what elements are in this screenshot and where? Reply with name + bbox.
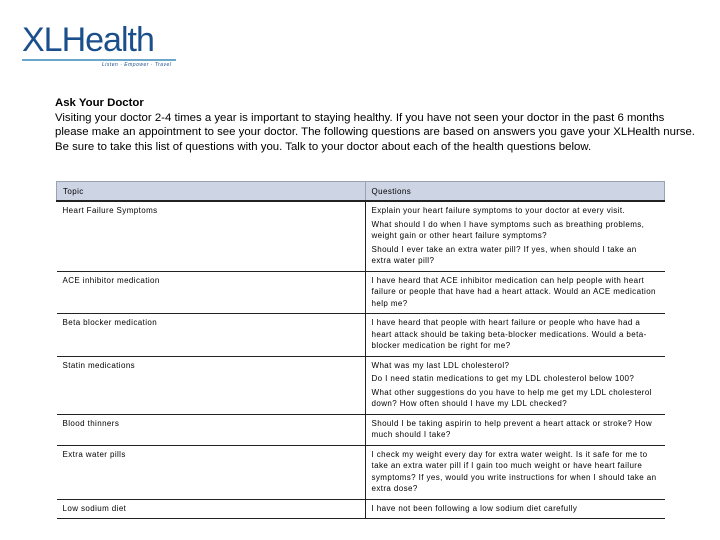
logo-tagline: Listen · Empower · Travel — [102, 62, 172, 68]
question-text: What should I do when I have symptoms such as breathing problems, weight gain or other heart failure symptoms? — [371, 219, 645, 240]
topic-cell: Blood thinners — [57, 414, 366, 445]
table-header-row — [57, 182, 665, 202]
question-text: I have heard that ACE inhibitor medication can help people with heart failure or people that have had a heart attack. Would an ACE medication help me? — [371, 275, 656, 308]
table-body — [57, 201, 665, 519]
questions-table — [56, 181, 665, 519]
questions-cell — [365, 414, 665, 445]
questions-cell — [365, 271, 665, 314]
table-row — [57, 356, 665, 414]
question-text: Should I ever take an extra water pill? If yes, when should I take an extra water pill? — [371, 244, 637, 265]
question-text: Do I need statin medications to get my LDL cholesterol below 100? — [371, 374, 635, 383]
questions-cell — [365, 499, 665, 519]
question-text: Should I be taking aspirin to help prevent a heart attack or stroke? How much should I take? — [371, 418, 652, 439]
questions-cell — [365, 314, 665, 357]
question-text: I check my weight every day for extra water weight. Is it safe for me to take an extra water pill if I gain too much weight or have heart failure symptoms? If yes, would you write instructions for when I should take an extra dose? — [371, 449, 657, 493]
intro-section — [55, 96, 695, 154]
question-text: I have heard that people with heart failure or people who have had a heart attack should be taking beta-blocker medications. Would a beta-blocker medication be right for me? — [371, 318, 647, 350]
table-row — [57, 201, 665, 271]
table-row — [57, 445, 665, 499]
questions-cell — [365, 201, 665, 271]
question-text: Explain your heart failure symptoms to your doctor at every visit. — [371, 206, 626, 215]
logo-health: Health — [61, 21, 154, 59]
questions-cell — [365, 445, 665, 499]
topic-cell: Beta blocker medication — [57, 314, 366, 357]
table-row — [57, 271, 665, 314]
header-questions: Questions — [365, 182, 665, 202]
intro-paragraph: Visiting your doctor 2-4 times a year is important to staying healthy. If you have not seen your doctor in the past 6 months please make an appointment to see your doctor. The following questions are based on answers you gave your XLHealth nurse. Be sure to take this list of questions with you. Talk to your doctor about each of the health questions below. — [55, 111, 695, 153]
topic-cell: ACE inhibitor medication — [57, 271, 366, 314]
topic-cell: Extra water pills — [57, 445, 366, 499]
logo-underline — [22, 59, 176, 61]
topic-cell: Low sodium diet — [57, 499, 366, 519]
header-topic: Topic — [57, 182, 366, 202]
table-row — [57, 499, 665, 519]
topic-cell: Statin medications — [57, 356, 366, 414]
xlhealth-logo — [22, 20, 182, 68]
question-text: What was my last LDL cholesterol? — [371, 360, 510, 370]
logo-xl: XL — [22, 21, 62, 59]
topic-cell: Heart Failure Symptoms — [57, 201, 366, 271]
table-row — [57, 314, 665, 357]
page-title: Ask Your Doctor — [55, 97, 144, 109]
question-text: I have not been following a low sodium diet carefully — [371, 503, 578, 513]
questions-cell — [365, 356, 665, 414]
logo-wordmark — [22, 20, 154, 60]
table-row — [57, 414, 665, 445]
question-text: What other suggestions do you have to help me get my LDL cholesterol down? How often should I have my LDL checked? — [371, 387, 652, 408]
